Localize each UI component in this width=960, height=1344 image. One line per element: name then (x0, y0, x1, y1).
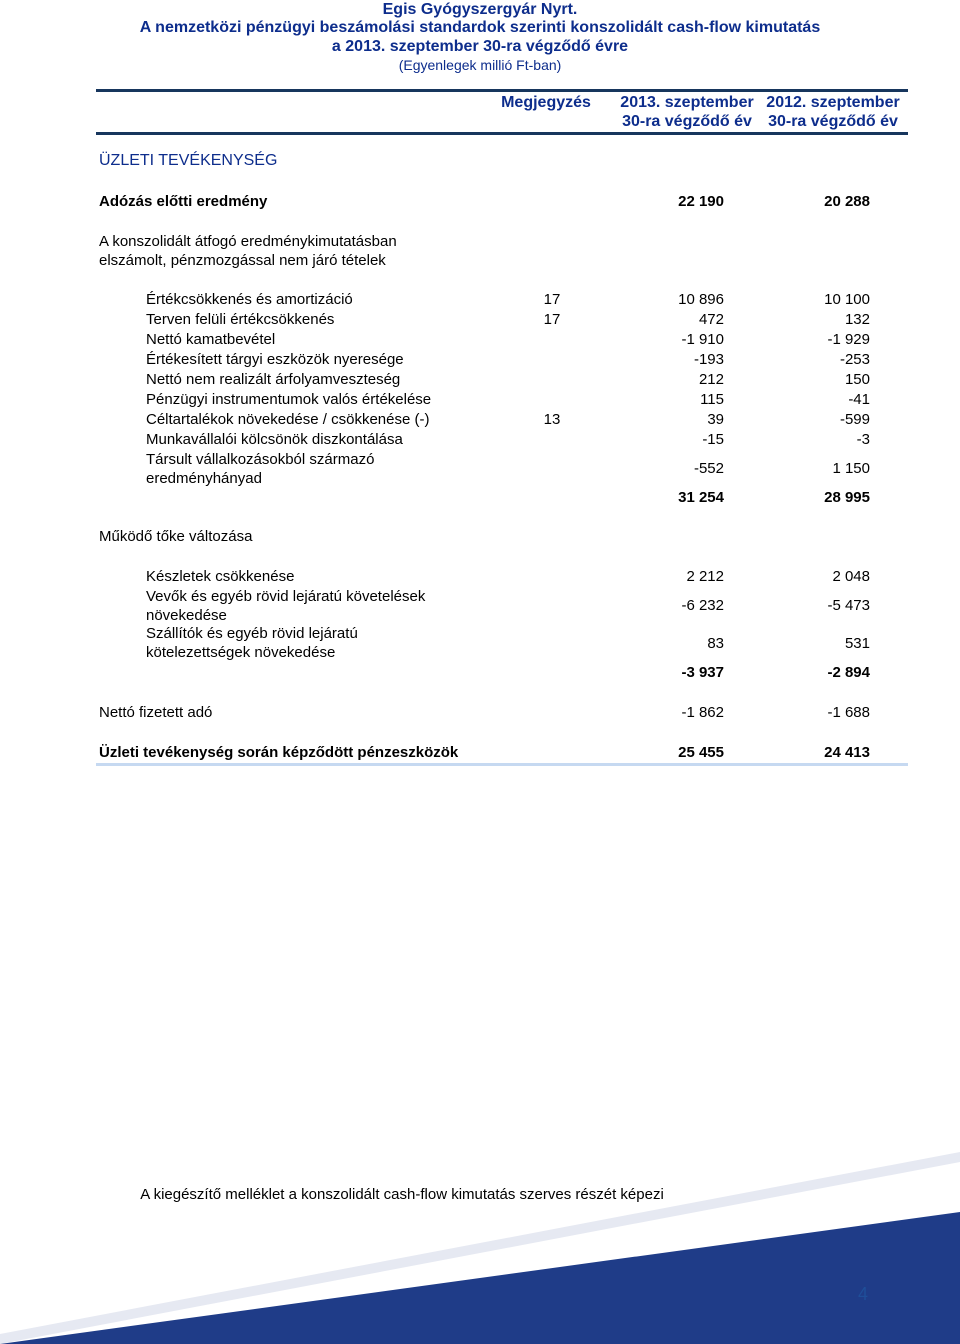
pretax-2012: 20 288 (824, 193, 870, 210)
report-title: A nemzetközi pénzügyi beszámolási standardok szerinti konszolidált cash-flow kimutatás (139, 19, 821, 36)
item-label: Értékcsökkenés és amortizáció (146, 291, 353, 308)
tax-label: Nettó fizetett adó (99, 704, 213, 721)
receivables-2013: -6 232 (681, 597, 724, 614)
payables-label-line2: kötelezettségek növekedése (146, 644, 336, 661)
item-label: Munkavállalói kölcsönök diszkontálása (146, 431, 403, 448)
tax-2012: -1 688 (827, 704, 870, 721)
decorative-corner (0, 1148, 960, 1344)
item-label: Nettó nem realizált árfolyamveszteség (146, 371, 401, 388)
item-2013: -193 (693, 351, 724, 368)
col-note-header: Megjegyzés (501, 94, 591, 111)
pretax-label: Adózás előtti eredmény (99, 193, 268, 210)
item-2013: 212 (698, 371, 724, 388)
item-2013: 115 (700, 391, 724, 408)
total-underline (96, 763, 908, 766)
col-2012-header-line1: 2012. szeptember (766, 94, 900, 111)
col-2012-header-line2: 30-ra végződő év (768, 113, 898, 130)
payables-2012: 531 (844, 635, 870, 652)
item-2012: 132 (844, 311, 870, 328)
inventory-2013: 2 212 (686, 568, 724, 585)
associates-label-line2: eredményhányad (146, 470, 262, 487)
item-2012: -253 (839, 351, 870, 368)
item-label: Pénzügyi instrumentumok valós értékelése (146, 391, 432, 408)
associates-2012: 1 150 (832, 460, 870, 477)
item-2012: -41 (848, 391, 870, 408)
report-unit: (Egyenlegek millió Ft-ban) (398, 57, 562, 73)
item-2013: -1 910 (681, 331, 724, 348)
col-2013-header-line2: 30-ra végződő év (622, 113, 752, 130)
company-name: Egis Gyógyszergyár Nyrt. (382, 1, 578, 18)
receivables-label-line1: Vevők és egyéb rövid lejáratú követelések (146, 588, 426, 605)
item-2012: 10 100 (824, 291, 870, 308)
header-top-rule (96, 89, 908, 92)
item-label: Céltartalékok növekedése / csökkenése (-) (146, 411, 430, 428)
header-bottom-rule (96, 132, 908, 135)
noncash-heading-line1: A konszolidált átfogó eredménykimutatásban (99, 233, 397, 250)
col-2013-header-line1: 2013. szeptember (620, 94, 754, 111)
item-note: 17 (543, 311, 561, 328)
pretax-2013: 22 190 (678, 193, 724, 210)
payables-label-line1: Szállítók és egyéb rövid lejáratú (146, 625, 358, 642)
total-2013: 25 455 (678, 744, 724, 761)
page-number: 4 (858, 1284, 869, 1304)
wc-heading: Működő tőke változása (99, 528, 253, 545)
subtotal2-2013: -3 937 (681, 664, 724, 681)
section-title: ÜZLETI TEVÉKENYSÉG (99, 152, 278, 169)
item-2013: 472 (698, 311, 724, 328)
item-2012: 150 (844, 371, 870, 388)
item-2013: -15 (702, 431, 724, 448)
receivables-label-line2: növekedése (146, 607, 227, 624)
item-2013: 10 896 (678, 291, 724, 308)
subtotal2-2012: -2 894 (827, 664, 870, 681)
receivables-2012: -5 473 (827, 597, 870, 614)
payables-2013: 83 (707, 635, 724, 652)
item-2012: -3 (856, 431, 870, 448)
tax-2013: -1 862 (681, 704, 724, 721)
item-2013: 39 (707, 411, 724, 428)
subtotal1-2012: 28 995 (824, 489, 870, 506)
item-label: Értékesített tárgyi eszközök nyeresége (146, 351, 404, 368)
associates-2013: -552 (693, 460, 724, 477)
noncash-heading-line2: elszámolt, pénzmozgással nem járó tételek (99, 252, 386, 269)
inventory-label: Készletek csökkenése (146, 568, 295, 585)
item-label: Nettó kamatbevétel (146, 331, 276, 348)
total-2012: 24 413 (824, 744, 870, 761)
footer-note: A kiegészítő melléklet a konszolidált cash-flow kimutatás szerves részét képezi (140, 1186, 664, 1203)
item-note: 13 (543, 411, 561, 428)
item-note: 17 (543, 291, 561, 308)
total-label: Üzleti tevékenység során képződött pénzeszközök (99, 744, 459, 761)
item-2012: -1 929 (827, 331, 870, 348)
item-label: Terven felüli értékcsökkenés (146, 311, 335, 328)
inventory-2012: 2 048 (832, 568, 870, 585)
associates-label-line1: Társult vállalkozásokból származó (146, 451, 375, 468)
item-2012: -599 (839, 411, 870, 428)
report-period: a 2013. szeptember 30-ra végződő évre (331, 38, 629, 55)
subtotal1-2013: 31 254 (678, 489, 724, 506)
